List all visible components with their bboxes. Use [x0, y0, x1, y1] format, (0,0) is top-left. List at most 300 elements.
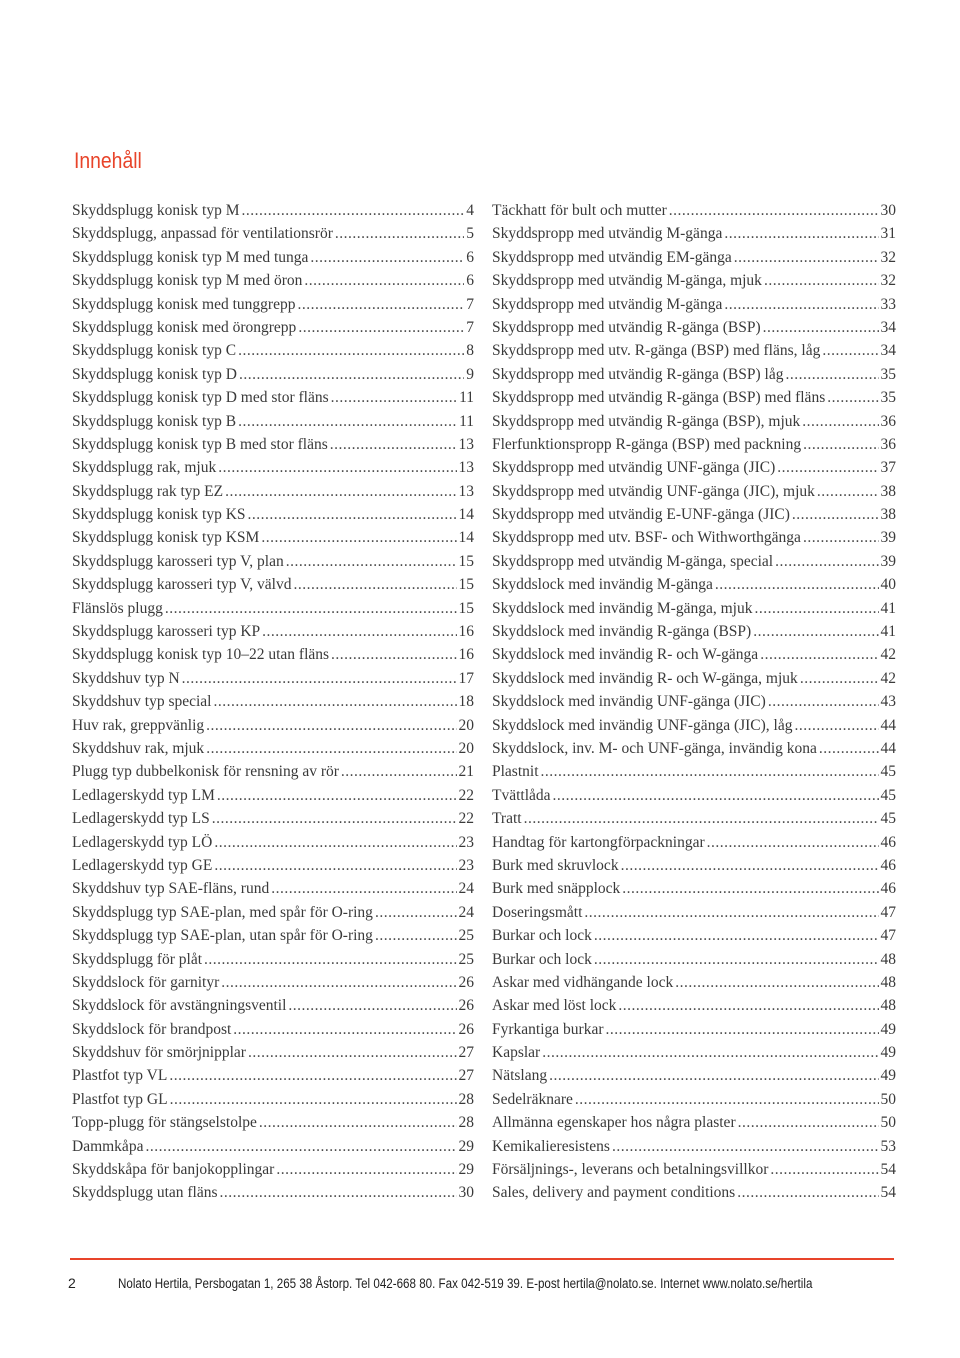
toc-entry[interactable]: [72, 971, 474, 994]
toc-entry[interactable]: [492, 1158, 896, 1181]
toc-entry[interactable]: [72, 199, 474, 222]
dot-leader: [827, 386, 878, 409]
toc-entry[interactable]: [492, 293, 896, 316]
toc-entry-page-number: 23: [458, 833, 474, 851]
toc-entry-page-number: 14: [458, 506, 474, 524]
toc-entry-title: Plugg typ dubbelkonisk för rensning av rör: [72, 763, 339, 781]
dot-leader: [675, 971, 878, 994]
toc-entry-title: Plastnit: [492, 763, 539, 781]
toc-entry[interactable]: [72, 526, 474, 549]
toc-entry[interactable]: [72, 1181, 474, 1204]
toc-entry-title: Burkar och lock: [492, 927, 592, 945]
toc-entry-page-number: 36: [880, 412, 896, 430]
toc-entry[interactable]: [72, 831, 474, 854]
toc-entry-page-number: 54: [880, 1161, 896, 1179]
toc-entry-page-number: 32: [880, 248, 896, 266]
toc-entry-page-number: 30: [880, 202, 896, 219]
toc-entry[interactable]: [492, 246, 896, 269]
toc-entry-title: Huv rak, greppvänlig: [72, 716, 205, 734]
toc-entry-title: Tratt: [492, 810, 522, 828]
dot-leader: [330, 433, 457, 456]
toc-entry-title: Skyddslock med invändig M-gänga: [492, 576, 713, 594]
toc-entry-title: Skyddsplugg utan fläns: [72, 1184, 218, 1202]
toc-entry-page-number: 7: [466, 318, 474, 336]
dot-leader: [575, 1088, 879, 1111]
toc-entry-title: Sales, delivery and payment conditions: [492, 1184, 736, 1202]
toc-entry[interactable]: [492, 1088, 896, 1111]
toc-entry[interactable]: [72, 667, 474, 690]
dot-leader: [341, 760, 457, 783]
toc-entry-page-number: 48: [880, 950, 896, 968]
toc-entry-page-number: 41: [880, 599, 896, 617]
toc-entry-page-number: 39: [880, 552, 896, 570]
dot-leader: [822, 339, 878, 362]
toc-entry-page-number: 27: [458, 1067, 474, 1085]
toc-entry-title: Skyddspropp med utvändig E-UNF-gänga (JIC): [492, 506, 790, 524]
toc-entry-title: Doseringsmått: [492, 903, 583, 921]
toc-entry-title: Skyddsplugg konisk typ B med stor fläns: [72, 435, 328, 453]
toc-entry-page-number: 6: [466, 272, 474, 290]
toc-entry-page-number: 14: [458, 529, 474, 547]
dot-leader: [594, 948, 879, 971]
toc-entry[interactable]: [492, 760, 896, 783]
toc-entry[interactable]: [72, 877, 474, 900]
toc-entry-page-number: 20: [458, 716, 474, 734]
toc-entry-title: Skyddsplugg konisk typ D: [72, 365, 237, 383]
dot-leader: [304, 269, 464, 292]
toc-entry[interactable]: [492, 714, 896, 737]
toc-right-column: [492, 199, 896, 1205]
toc-entry-page-number: 20: [458, 739, 474, 757]
toc-entry-title: Skyddsplugg typ SAE-plan, utan spår för O-ring: [72, 927, 373, 945]
toc-entry-title: Plastfot typ GL: [72, 1090, 168, 1108]
dot-leader: [524, 807, 879, 830]
toc-entry[interactable]: [492, 410, 896, 433]
toc-entry-page-number: 44: [880, 716, 896, 734]
toc-entry-title: Tvättlåda: [492, 786, 551, 804]
toc-entry-title: Skyddsplugg karosseri typ KP: [72, 623, 261, 641]
toc-entry[interactable]: [72, 410, 474, 433]
dot-leader: [738, 1111, 879, 1134]
toc-entry[interactable]: [492, 877, 896, 900]
toc-entry[interactable]: [72, 690, 474, 713]
toc-entry[interactable]: [492, 480, 896, 503]
toc-entry[interactable]: [72, 901, 474, 924]
toc-entry-title: Burk med skruvlock: [492, 856, 619, 874]
toc-entry[interactable]: [72, 363, 474, 386]
toc-entry-title: Skyddshuv typ SAE-fläns, rund: [72, 880, 270, 898]
toc-entry[interactable]: [72, 643, 474, 666]
dot-leader: [584, 901, 878, 924]
toc-entry-title: Skyddsplugg konisk med örongrepp: [72, 318, 297, 336]
dot-leader: [802, 410, 878, 433]
dot-leader: [803, 433, 878, 456]
toc-entry-title: Skyddsplugg konisk typ 10–22 utan fläns: [72, 646, 330, 664]
toc-entry-page-number: 29: [458, 1161, 474, 1179]
toc-entry[interactable]: [492, 667, 896, 690]
toc-entry-page-number: 35: [880, 365, 896, 383]
toc-entry[interactable]: [492, 199, 896, 222]
toc-entry-title: Skyddsplugg för plåt: [72, 950, 203, 968]
toc-entry[interactable]: [492, 784, 896, 807]
toc-entry-title: Skyddsplugg karosseri typ V, välvd: [72, 576, 292, 594]
toc-entry-title: Skyddsplugg konisk med tunggrepp: [72, 295, 296, 313]
toc-entry[interactable]: [492, 269, 896, 292]
toc-entry[interactable]: [492, 1135, 896, 1158]
toc-entry-page-number: 45: [880, 810, 896, 828]
toc-entry-title: Flerfunktionspropp R-gänga (BSP) med packning: [492, 435, 802, 453]
toc-entry-title: Ledlagerskydd typ LS: [72, 810, 210, 828]
dot-leader: [621, 854, 879, 877]
toc-entry[interactable]: [72, 854, 474, 877]
toc-entry-title: Skyddspropp med utvändig R-gänga (BSP) med fläns: [492, 389, 826, 407]
dot-leader: [549, 1064, 878, 1087]
dot-leader: [375, 901, 457, 924]
toc-entry-title: Handtag för kartongförpackningar: [492, 833, 705, 851]
toc-entry-page-number: 49: [880, 1020, 896, 1038]
toc-entry-title: Skyddsplugg konisk typ KS: [72, 506, 246, 524]
dot-leader: [170, 1088, 457, 1111]
dot-leader: [206, 714, 456, 737]
dot-leader: [553, 784, 879, 807]
toc-entry-page-number: 33: [880, 295, 896, 313]
toc-entry[interactable]: [72, 573, 474, 596]
toc-entry-page-number: 53: [880, 1137, 896, 1155]
toc-entry-page-number: 41: [880, 623, 896, 641]
dot-leader: [795, 714, 879, 737]
toc-entry[interactable]: [492, 597, 896, 620]
toc-entry-title: Skyddspropp med utvändig M-gänga, mjuk: [492, 272, 762, 290]
toc-entry-title: Nätslang: [492, 1067, 548, 1085]
dot-leader: [707, 831, 879, 854]
toc-entry-page-number: 25: [458, 927, 474, 945]
toc-entry-page-number: 47: [880, 927, 896, 945]
toc-entry-page-number: 46: [880, 833, 896, 851]
toc-entry[interactable]: [72, 994, 474, 1017]
toc-entry[interactable]: [72, 924, 474, 947]
toc-entry[interactable]: [72, 737, 474, 760]
toc-entry[interactable]: [492, 831, 896, 854]
toc-entry-page-number: 44: [880, 739, 896, 757]
toc-entry[interactable]: [72, 1111, 474, 1134]
toc-entry[interactable]: [492, 948, 896, 971]
dot-leader: [612, 1135, 879, 1158]
toc-entry-title: Skyddslock med invändig R- och W-gänga, mjuk: [492, 669, 798, 687]
toc-entry[interactable]: [72, 269, 474, 292]
toc-entry[interactable]: [72, 480, 474, 503]
toc-entry[interactable]: [72, 948, 474, 971]
toc-entry-title: Skyddsplugg konisk typ M: [72, 202, 240, 219]
toc-entry-title: Skyddsplugg rak, mjuk: [72, 459, 217, 477]
toc-entry-page-number: 11: [459, 412, 474, 430]
toc-entry-title: Kapslar: [492, 1044, 541, 1062]
toc-entry-title: Ledlagerskydd typ LÖ: [72, 833, 213, 851]
toc-entry-page-number: 37: [880, 459, 896, 477]
toc-entry-page-number: 21: [458, 763, 474, 781]
toc-entry[interactable]: [492, 924, 896, 947]
toc-entry[interactable]: [492, 807, 896, 830]
dot-leader: [233, 1018, 456, 1041]
toc-entry[interactable]: [72, 760, 474, 783]
toc-entry[interactable]: [492, 433, 896, 456]
dot-leader: [262, 620, 456, 643]
toc-entry-title: Topp-plugg för stängselstolpe: [72, 1114, 257, 1132]
toc-entry-page-number: 47: [880, 903, 896, 921]
toc-entry[interactable]: [72, 246, 474, 269]
dot-leader: [542, 1041, 878, 1064]
toc-entry[interactable]: [72, 807, 474, 830]
toc-entry-page-number: 17: [458, 669, 474, 687]
dot-leader: [753, 620, 878, 643]
toc-entry[interactable]: [72, 316, 474, 339]
dot-leader: [297, 293, 464, 316]
toc-entry-title: Skyddspropp med utvändig M-gänga: [492, 225, 723, 243]
dot-leader: [594, 924, 879, 947]
toc-entry[interactable]: [492, 994, 896, 1017]
dot-leader: [734, 246, 879, 269]
toc-entry-title: Skyddshuv för smörjnipplar: [72, 1044, 246, 1062]
toc-entry-page-number: 48: [880, 973, 896, 991]
dot-leader: [737, 1181, 878, 1204]
toc-entry-title: Skyddslock med invändig R- och W-gänga: [492, 646, 759, 664]
toc-entry-title: Skyddslock med invändig R-gänga (BSP): [492, 623, 752, 641]
toc-entry-title: Skyddslock med invändig M-gänga, mjuk: [492, 599, 753, 617]
toc-entry-page-number: 24: [458, 903, 474, 921]
dot-leader: [261, 526, 456, 549]
toc-entry-page-number: 23: [458, 856, 474, 874]
toc-entry[interactable]: [72, 550, 474, 573]
toc-entry[interactable]: [72, 1064, 474, 1087]
dot-leader: [238, 410, 457, 433]
dot-leader: [622, 877, 878, 900]
dot-leader: [331, 643, 456, 666]
toc-entry-title: Täckhatt för bult och mutter: [492, 202, 667, 219]
toc-entry[interactable]: [72, 339, 474, 362]
toc-entry-page-number: 50: [880, 1114, 896, 1132]
toc-entry[interactable]: [72, 433, 474, 456]
toc-entry[interactable]: [72, 456, 474, 479]
toc-entry-page-number: 54: [880, 1184, 896, 1202]
toc-entry[interactable]: [72, 620, 474, 643]
toc-entry[interactable]: [72, 222, 474, 245]
dot-leader: [618, 994, 878, 1017]
toc-entry-title: Skyddspropp med utv. BSF- och Withworthgänga: [492, 529, 801, 547]
toc-entry-page-number: 43: [880, 693, 896, 711]
toc-entry-title: Plastfot typ VL: [72, 1067, 168, 1085]
toc-entry-page-number: 34: [880, 318, 896, 336]
toc-entry-title: Försäljnings-, leverans och betalningsvillkor: [492, 1161, 769, 1179]
toc-entry-title: Skyddslock för avstängningsventil: [72, 997, 287, 1015]
toc-entry-page-number: 16: [458, 646, 474, 664]
toc-entry-title: Skyddsplugg konisk typ D med stor fläns: [72, 389, 329, 407]
dot-leader: [605, 1018, 878, 1041]
toc-entry-title: Skyddsplugg konisk typ B: [72, 412, 237, 430]
toc-entry[interactable]: [72, 1018, 474, 1041]
toc-entry-page-number: 18: [458, 693, 474, 711]
toc-entry[interactable]: [492, 573, 896, 596]
toc-entry-title: Skyddsplugg konisk typ KSM: [72, 529, 260, 547]
dot-leader: [724, 222, 878, 245]
toc-entry-page-number: 36: [880, 435, 896, 453]
dot-leader: [777, 456, 878, 479]
toc-entry-title: Skyddsplugg karosseri typ V, plan: [72, 552, 284, 570]
toc-entry[interactable]: [492, 1064, 896, 1087]
dot-leader: [271, 877, 456, 900]
toc-entry-page-number: 28: [458, 1090, 474, 1108]
dot-leader: [204, 948, 456, 971]
toc-entry-page-number: 38: [880, 482, 896, 500]
toc-entry-title: Skyddslock för brandpost: [72, 1020, 232, 1038]
toc-entry[interactable]: [72, 503, 474, 526]
toc-entry[interactable]: [492, 1018, 896, 1041]
toc-entry[interactable]: [492, 316, 896, 339]
toc-entry-title: Allmänna egenskaper hos några plaster: [492, 1114, 736, 1132]
toc-entry-page-number: 45: [880, 786, 896, 804]
toc-entry[interactable]: [72, 386, 474, 409]
toc-entry-title: Skyddspropp med utvändig EM-gänga: [492, 248, 732, 266]
toc-entry[interactable]: [72, 1158, 474, 1181]
toc-entry-title: Ledlagerskydd typ GE: [72, 856, 213, 874]
dot-leader: [819, 737, 879, 760]
dot-leader: [541, 760, 879, 783]
dot-leader: [770, 1158, 878, 1181]
toc-entry-title: Skyddskåpa för banjokopplingar: [72, 1161, 275, 1179]
toc-entry[interactable]: [492, 550, 896, 573]
toc-entry-title: Skyddslock, inv. M- och UNF-gänga, invändig kona: [492, 739, 817, 757]
toc-entry-page-number: 9: [466, 365, 474, 383]
dot-leader: [763, 316, 879, 339]
toc-entry-page-number: 26: [458, 997, 474, 1015]
toc-entry-page-number: 50: [880, 1090, 896, 1108]
dot-leader: [768, 690, 879, 713]
toc-entry[interactable]: [492, 854, 896, 877]
toc-entry-page-number: 29: [458, 1137, 474, 1155]
toc-entry[interactable]: [492, 620, 896, 643]
toc-entry-title: Skyddslock för garnityr: [72, 973, 220, 991]
toc-entry-page-number: 34: [880, 342, 896, 360]
toc-entry[interactable]: [72, 1088, 474, 1111]
dot-leader: [239, 363, 464, 386]
toc-entry[interactable]: [492, 1041, 896, 1064]
toc-entry[interactable]: [492, 363, 896, 386]
toc-entry-title: Skyddsplugg rak typ EZ: [72, 482, 224, 500]
toc-entry[interactable]: [492, 901, 896, 924]
dot-leader: [259, 1111, 457, 1134]
toc-entry-page-number: 15: [458, 599, 474, 617]
toc-entry[interactable]: [492, 456, 896, 479]
toc-entry-page-number: 35: [880, 389, 896, 407]
toc-entry-page-number: 25: [458, 950, 474, 968]
toc-entry[interactable]: [492, 737, 896, 760]
toc-entry-page-number: 28: [458, 1114, 474, 1132]
toc-entry[interactable]: [492, 1181, 896, 1204]
toc-entry[interactable]: [72, 293, 474, 316]
toc-entry[interactable]: [72, 1135, 474, 1158]
toc-entry[interactable]: [492, 339, 896, 362]
dot-leader: [669, 199, 879, 222]
dot-leader: [217, 784, 457, 807]
toc-entry-page-number: 38: [880, 506, 896, 524]
dot-leader: [764, 269, 879, 292]
dot-leader: [169, 1064, 456, 1087]
dot-leader: [225, 480, 456, 503]
dot-leader: [792, 503, 879, 526]
dot-leader: [335, 222, 464, 245]
toc-entry[interactable]: [492, 971, 896, 994]
toc-entry[interactable]: [492, 222, 896, 245]
footer-page-number: 2: [68, 1275, 76, 1291]
toc-entry-page-number: 45: [880, 763, 896, 781]
toc-entry-page-number: 5: [466, 225, 474, 243]
toc-entry-title: Skyddsplugg konisk typ M med tunga: [72, 248, 309, 266]
toc-entry-page-number: 49: [880, 1067, 896, 1085]
dot-leader: [288, 994, 456, 1017]
toc-entry-page-number: 40: [880, 576, 896, 594]
toc-left-column: [72, 199, 474, 1205]
toc-entry-page-number: 4: [466, 202, 474, 219]
toc-entry[interactable]: [72, 597, 474, 620]
dot-leader: [715, 573, 879, 596]
toc-entry-title: Skyddsplugg konisk typ M med öron: [72, 272, 303, 290]
toc-entry-page-number: 6: [466, 248, 474, 266]
toc-entry-page-number: 46: [880, 856, 896, 874]
dot-leader: [242, 199, 465, 222]
dot-leader: [248, 1041, 457, 1064]
toc-entry[interactable]: [492, 503, 896, 526]
toc-entry[interactable]: [492, 643, 896, 666]
dot-leader: [220, 1181, 457, 1204]
toc-entry[interactable]: [72, 714, 474, 737]
toc-entry-page-number: 32: [880, 272, 896, 290]
toc-entry-page-number: 7: [466, 295, 474, 313]
dot-leader: [785, 363, 878, 386]
toc-entry-page-number: 27: [458, 1044, 474, 1062]
toc-entry-title: Skyddsplugg typ SAE-plan, med spår för O-ring: [72, 903, 373, 921]
toc-entry-title: Skyddspropp med utvändig R-gänga (BSP): [492, 318, 761, 336]
toc-entry-title: Skyddspropp med utvändig M-gänga, special: [492, 552, 774, 570]
dot-leader: [293, 573, 456, 596]
toc-entry-page-number: 48: [880, 997, 896, 1015]
dot-leader: [214, 690, 457, 713]
toc-entry[interactable]: [492, 386, 896, 409]
toc-entry[interactable]: [72, 1041, 474, 1064]
toc-entry[interactable]: [492, 690, 896, 713]
toc-entry-page-number: 22: [458, 810, 474, 828]
toc-entry-page-number: 39: [880, 529, 896, 547]
toc-entry-title: Skyddslock med invändig UNF-gänga (JIC): [492, 693, 766, 711]
toc-entry[interactable]: [492, 1111, 896, 1134]
dot-leader: [298, 316, 464, 339]
toc-entry-title: Skyddsplugg, anpassad för ventilationsrör: [72, 225, 333, 243]
toc-entry-title: Skyddspropp med utvändig R-gänga (BSP), mjuk: [492, 412, 801, 430]
toc-entry-page-number: 24: [458, 880, 474, 898]
toc-entry-title: Burk med snäpplock: [492, 880, 621, 898]
toc-entry-page-number: 31: [880, 225, 896, 243]
dot-leader: [182, 667, 457, 690]
footer-divider: [70, 1258, 894, 1260]
toc-entry[interactable]: [72, 784, 474, 807]
dot-leader: [724, 293, 878, 316]
toc-entry-page-number: 22: [458, 786, 474, 804]
toc-entry-title: Skyddspropp med utv. R-gänga (BSP) med fläns, låg: [492, 342, 821, 360]
dot-leader: [212, 807, 457, 830]
toc-entry[interactable]: [492, 526, 896, 549]
dot-leader: [218, 456, 456, 479]
dot-leader: [800, 667, 879, 690]
toc-entry-title: Dammkåpa: [72, 1137, 144, 1155]
dot-leader: [754, 597, 878, 620]
toc-entry-page-number: 8: [466, 342, 474, 360]
